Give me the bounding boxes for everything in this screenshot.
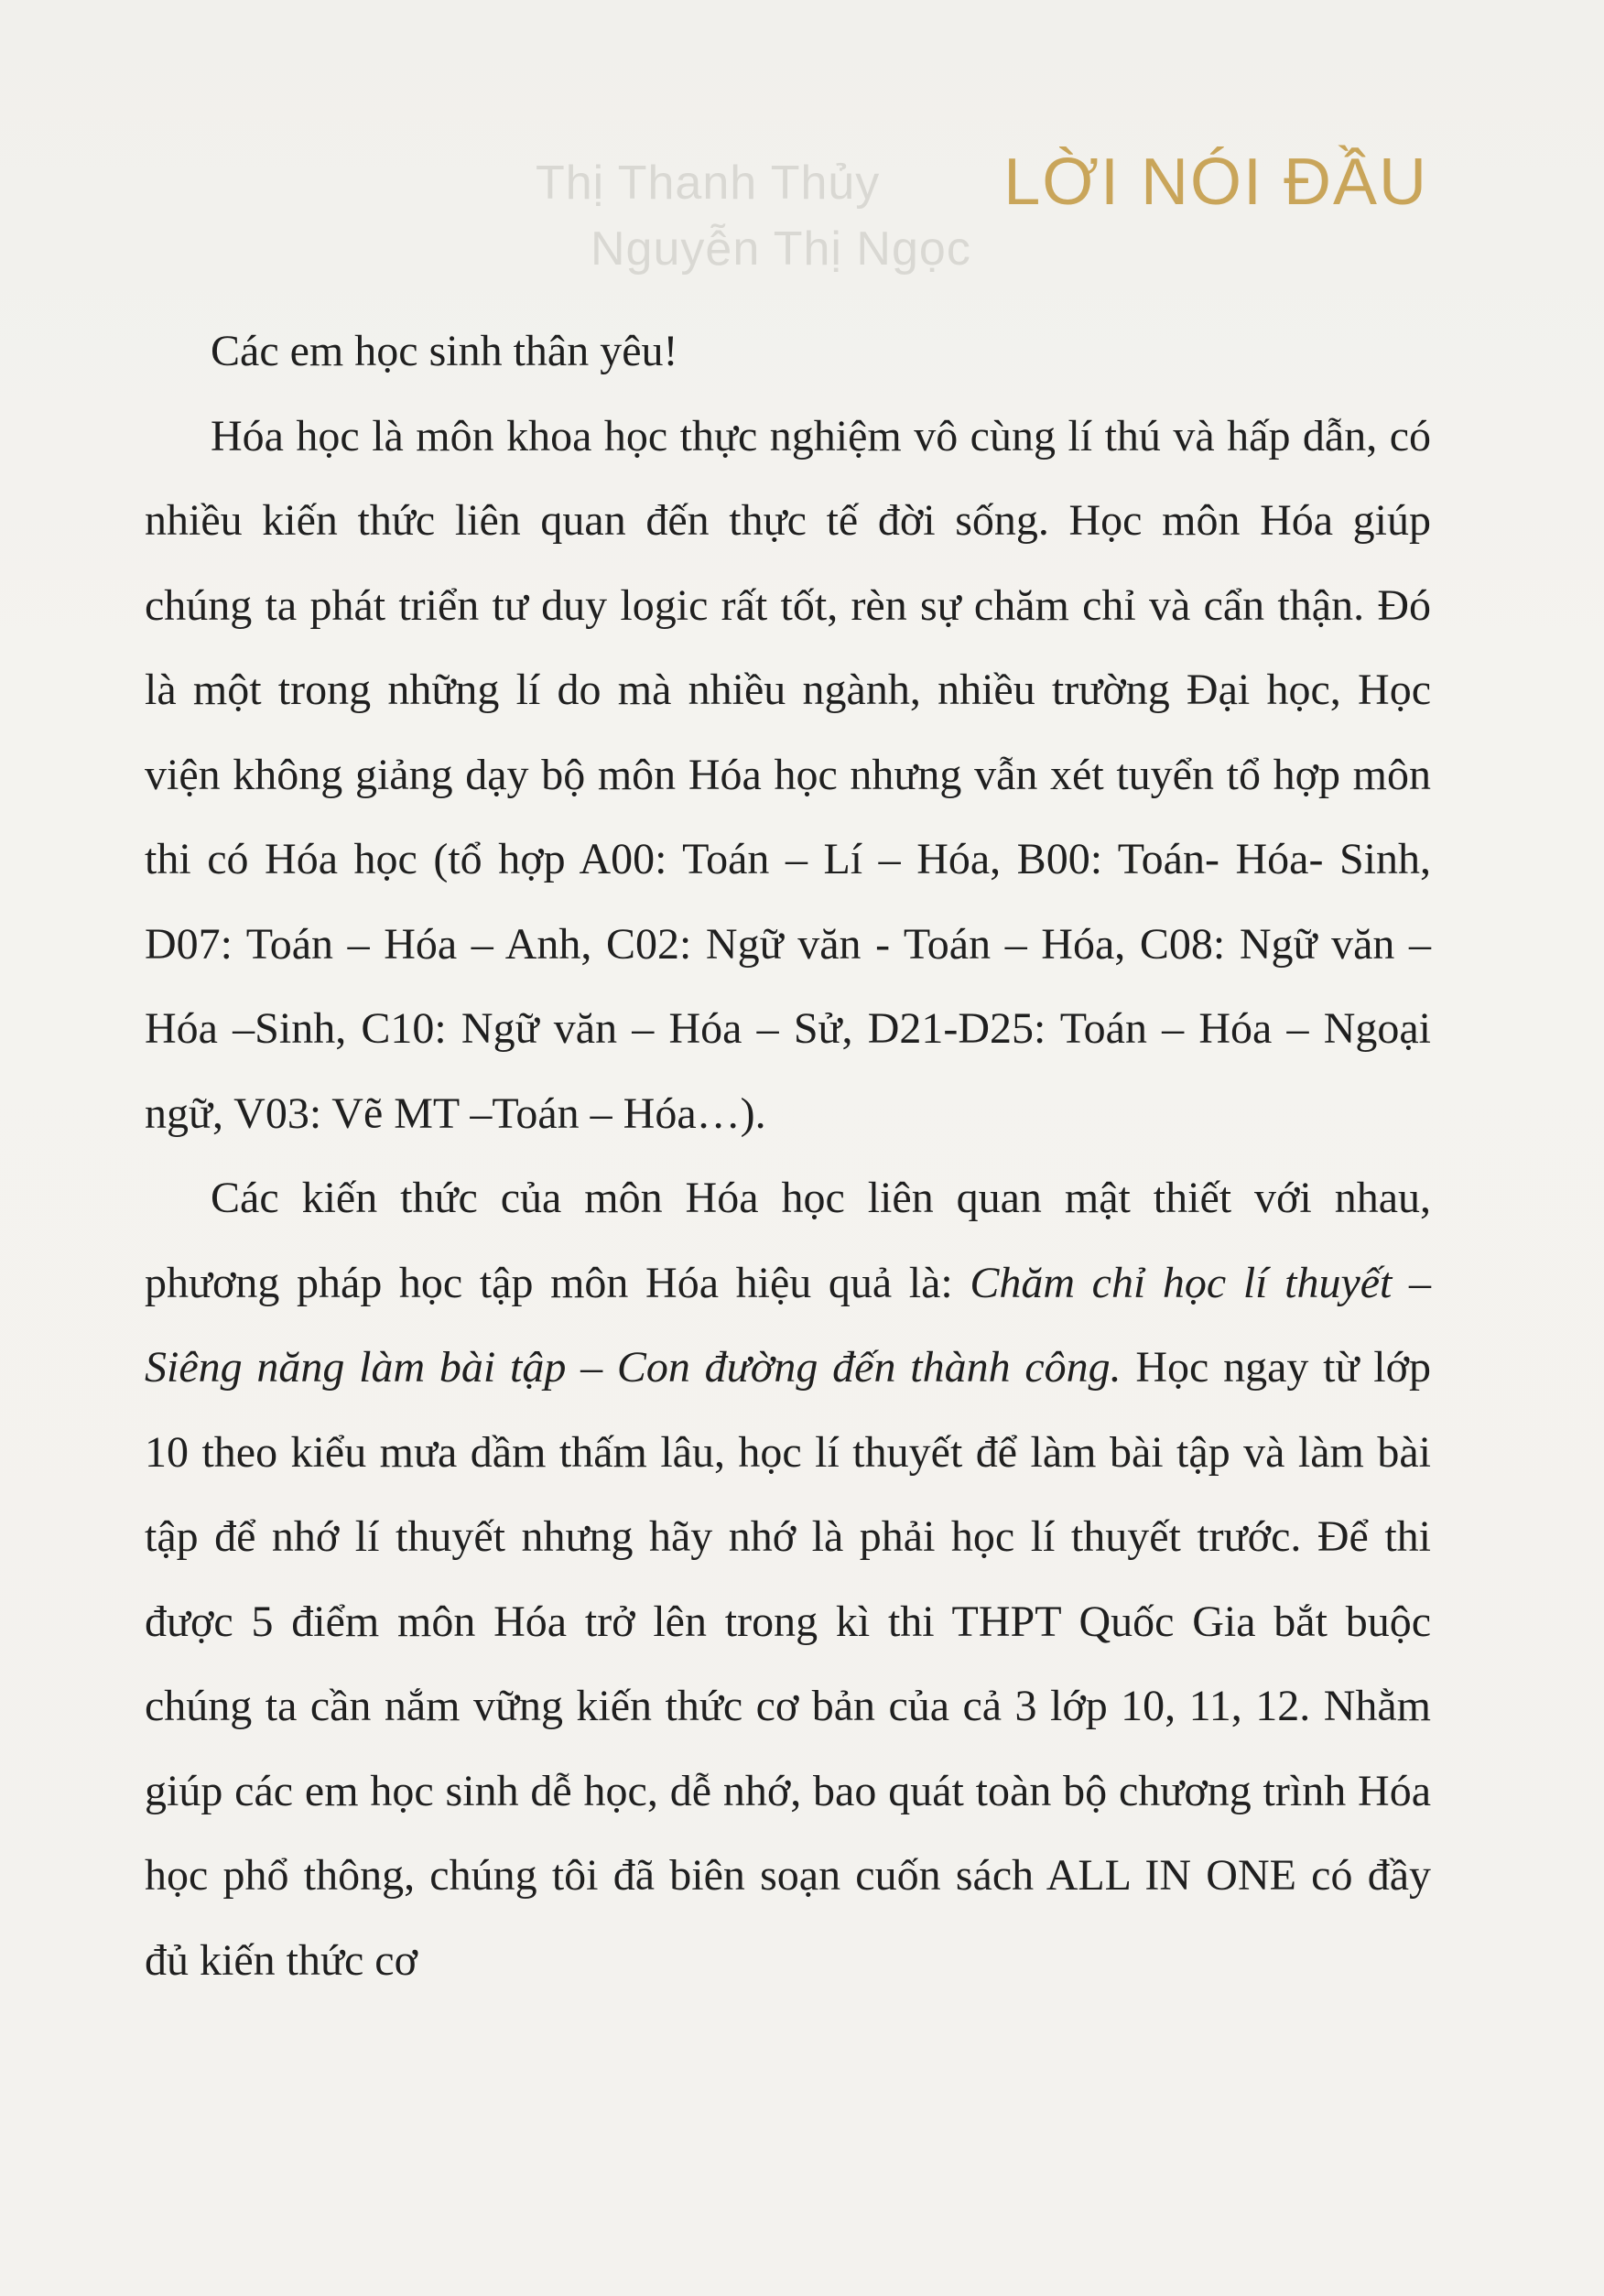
paragraph-2-rest: Học ngay từ lớp 10 theo kiểu mưa dầm thấm lâu, học lí thuyết để làm bài tập và làm bài tập để nhớ lí thuyết nhưng hãy nhớ là phải học lí thuyết trước. Để thi được 5 điểm môn Hóa trở lên trong kì thi THPT Quốc Gia bắt buộc chúng ta cần nắm vững kiến thức cơ bản của cả 3 lớp 10, 11, 12. Nhằm giúp các em học sinh dễ học, dễ nhớ, bao quát toàn bộ chương trình Hóa học phổ thông, chúng tôi đã biên soạn cuốn sách ALL IN ONE có đầy đủ kiến thức cơ — [145, 1343, 1432, 1985]
greeting: Các em học sinh thân yêu! — [211, 327, 678, 375]
show-through-text-line-1: Thị Thanh Thủy — [536, 157, 881, 210]
body-text — [145, 309, 1431, 2003]
paragraph-2 — [145, 1156, 1431, 2003]
paragraph-2-motto: Chăm chỉ học lí thuyết – Siêng năng làm bài tập – Con đường đến thành công. — [145, 1258, 1432, 1392]
page-title: LỜI NÓI ĐẦU — [1003, 146, 1428, 219]
paragraph-2-intro: Các kiến thức của môn Hóa học liên quan mật thiết với nhau, phương pháp học tập môn Hóa hiệu quả là: — [145, 1174, 1431, 1307]
show-through-text-line-2: Nguyễn Thị Ngọc — [591, 222, 971, 276]
paragraph-1: Hóa học là môn khoa học thực nghiệm vô cùng lí thú và hấp dẫn, có nhiều kiến thức liên quan đến thực tế đời sống. Học môn Hóa giúp chúng ta phát triển tư duy logic rất tốt, rèn sự chăm chỉ và cẩn thận. Đó là một trong những lí do mà nhiều ngành, nhiều trường Đại học, Học viện không giảng dạy bộ môn Hóa học nhưng vẫn xét tuyển tổ hợp môn thi có Hóa học (tổ hợp A00: Toán – Lí – Hóa, B00: Toán- Hóa- Sinh, D07: Toán – Hóa – Anh, C02: Ngữ văn - Toán – Hóa, C08: Ngữ văn – Hóa –Sinh, C10: Ngữ văn – Hóa – Sử, D21-D25: Toán – Hóa – Ngoại ngữ, V03: Vẽ MT –Toán – Hóa…). — [145, 411, 1431, 1138]
